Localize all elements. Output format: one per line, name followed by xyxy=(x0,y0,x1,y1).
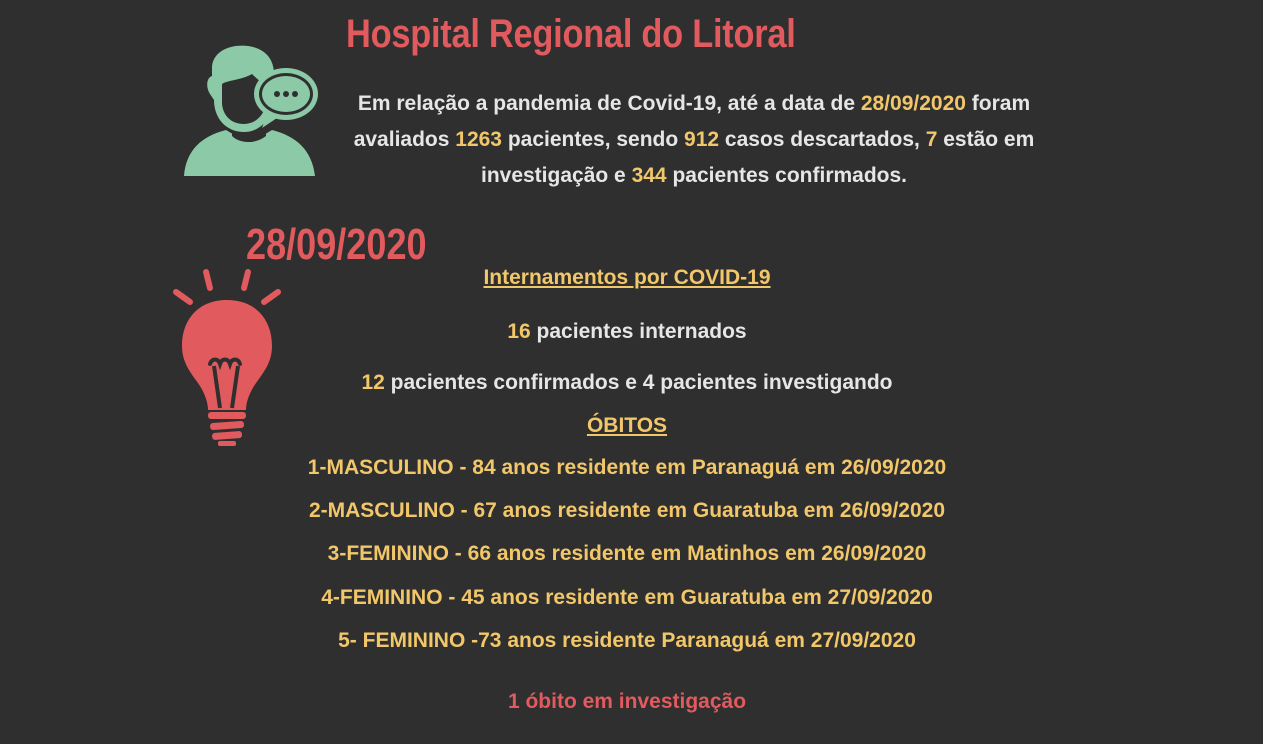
hospitalized-count: 16 xyxy=(507,320,531,343)
summary-paragraph xyxy=(322,86,1066,194)
summary-text: Em relação a pandemia de Covid-19, até a data de xyxy=(357,92,861,115)
death-item: 5- FEMININO -73 anos residente Paranaguá em 27/09/2020 xyxy=(338,629,916,652)
summary-text: pacientes, sendo xyxy=(501,128,685,151)
discarded-count: 912 xyxy=(684,128,720,151)
date-heading: 28/09/2020 xyxy=(246,220,427,269)
death-item: 3-FEMININO - 66 anos residente em Matinhos em 26/09/2020 xyxy=(327,542,927,565)
confirmed-internment-text: pacientes confirmados e 4 pacientes investigando xyxy=(384,371,893,394)
evaluated-count: 1263 xyxy=(455,128,502,151)
hospitalized-line xyxy=(227,320,1027,344)
confirmed-internment-count: 12 xyxy=(361,371,385,394)
summary-text: pacientes confirmados. xyxy=(666,164,908,187)
internments-title: Internamentos por COVID-19 xyxy=(483,266,771,289)
death-item: 1-MASCULINO - 84 anos residente em Paranaguá em 26/09/2020 xyxy=(307,456,947,479)
hospitalized-text: pacientes internados xyxy=(530,320,747,343)
lightbulb-icon xyxy=(168,262,286,446)
page-title: Hospital Regional do Litoral xyxy=(346,12,796,56)
summary-date: 28/09/2020 xyxy=(860,92,966,115)
pending-death: 1 óbito em investigação xyxy=(507,690,747,713)
summary-text: casos descartados, xyxy=(719,128,926,151)
summary-text: foram avaliados xyxy=(353,92,1031,151)
death-item: 2-MASCULINO - 67 anos residente em Guaratuba em 26/09/2020 xyxy=(308,499,946,522)
summary-text: estão em investigação e xyxy=(480,128,1035,187)
deaths-title: ÓBITOS xyxy=(586,414,668,437)
confirmed-line xyxy=(227,371,1027,395)
death-item: 4-FEMININO - 45 anos residente em Guaratuba em 27/09/2020 xyxy=(321,586,933,609)
confirmed-count: 344 xyxy=(631,164,667,187)
person-speech-icon xyxy=(182,44,318,178)
investigating-count: 7 xyxy=(925,128,938,151)
